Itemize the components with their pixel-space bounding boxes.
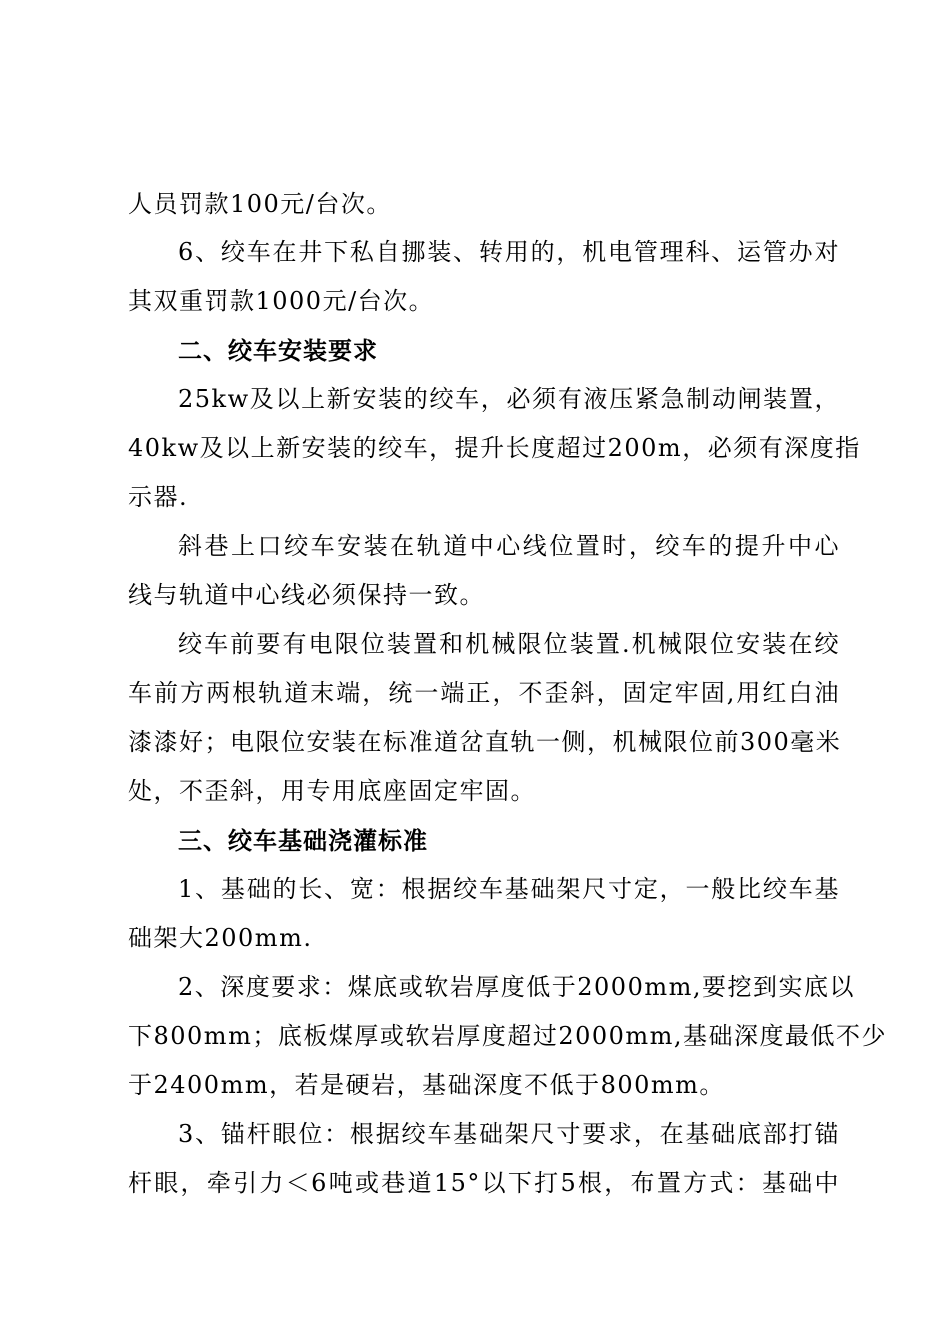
text-line-19: 于2400mm，若是硬岩，基础深度不低于800mm。 <box>128 1071 725 1099</box>
text-line-13: 处，不歪斜，用专用底座固定牢固。 <box>128 777 536 805</box>
text-line-21: 杆眼，牵引力＜6吨或巷道15°以下打5根，布置方式：基础中 <box>128 1169 840 1197</box>
text-line-18: 下800mm；底板煤厚或软岩厚度超过2000mm,基础深度最低不少 <box>128 1022 888 1050</box>
text-line-7: 示器. <box>128 483 189 511</box>
text-line-20: 3、锚杆眼位：根据绞车基础架尺寸要求，在基础底部打锚 <box>178 1120 840 1148</box>
text-line-6: 40kw及以上新安装的绞车，提升长度超过200m，必须有深度指 <box>128 434 861 462</box>
text-line-5: 25kw及以上新安装的绞车，必须有液压紧急制动闸装置， <box>178 385 840 413</box>
text-line-1: 人员罚款100元/台次。 <box>128 190 392 218</box>
section-heading-2: 二、绞车安装要求 <box>178 337 378 365</box>
text-line-8: 斜巷上口绞车安装在轨道中心线位置时，绞车的提升中心 <box>178 532 840 560</box>
text-line-15: 1、基础的长、宽：根据绞车基础架尺寸定，一般比绞车基 <box>178 875 840 903</box>
text-line-17: 2、深度要求：煤底或软岩厚度低于2000mm,要挖到实底以 <box>178 973 855 1001</box>
text-line-11: 车前方两根轨道末端，统一端正，不歪斜，固定牢固,用红白油 <box>128 679 840 707</box>
text-line-10: 绞车前要有电限位装置和机械限位装置.机械限位安装在绞 <box>178 630 840 658</box>
text-line-12: 漆漆好；电限位安装在标准道岔直轨一侧，机械限位前300毫米 <box>128 728 842 756</box>
section-heading-3: 三、绞车基础浇灌标准 <box>178 827 428 855</box>
text-line-16: 础架大200mm. <box>128 924 313 952</box>
text-line-9: 线与轨道中心线必须保持一致。 <box>128 581 485 609</box>
text-line-2: 6、绞车在井下私自挪装、转用的，机电管理科、运管办对 <box>178 238 840 266</box>
text-line-3: 其双重罚款1000元/台次。 <box>128 287 435 315</box>
